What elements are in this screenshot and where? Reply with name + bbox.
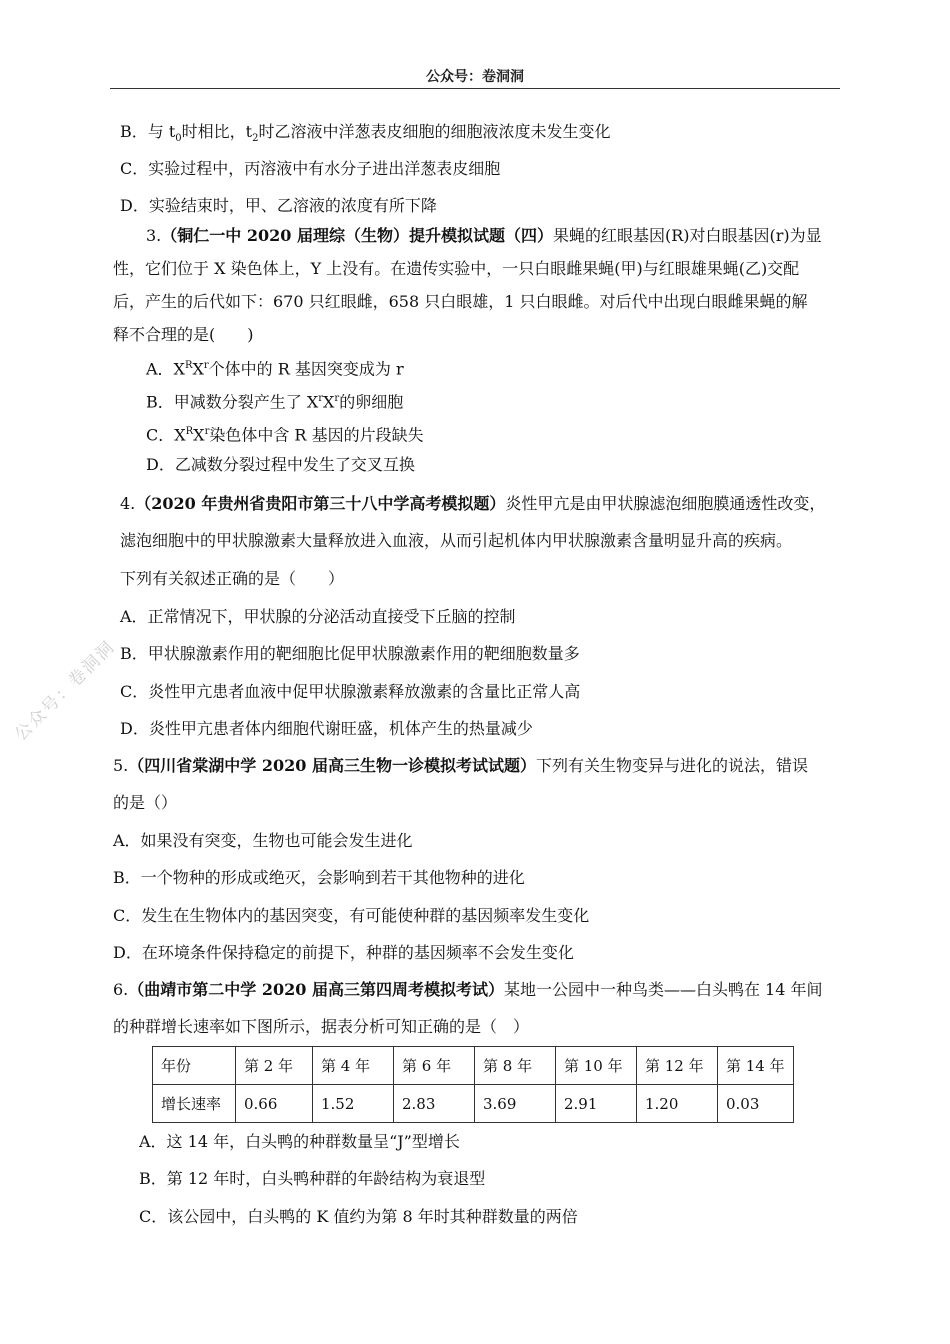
q6-stem-line2: 的种群增长速率如下图所示，据表分析可知正确的是（ ） [113,1017,530,1036]
q6-option-c: C．该公园中，白头鸭的 K 值约为第 8 年时其种群数量的两倍 [139,1207,578,1226]
q3-stem-line4: 释不合理的是( ) [113,325,254,344]
q3-stem-line3: 后，产生的后代如下：670 只红眼雌，658 只白眼雄，1 只白眼雌。对后代中出现白眼雌果蝇的解 [113,292,808,311]
q4-stem-line2: 滤泡细胞中的甲状腺激素大量释放进入血液，从而引起机体内甲状腺激素含量明显升高的疾病。 [120,531,793,550]
q2-option-d: D．实验结束时，甲、乙溶液的浓度有所下降 [120,196,437,215]
page-header: 公众号：卷洞洞 [426,69,524,85]
q2-option-c: C．实验过程中，丙溶液中有水分子进出洋葱表皮细胞 [120,159,501,178]
q3-stem-line2: 性，它们位于 X 染色体上，Y 上没有。在遗传实验中，一只白眼雌果蝇(甲)与红眼雄果蝇(乙)交配 [113,259,800,278]
q3-option-d: D．乙减数分裂过程中发生了交叉互换 [146,455,415,474]
q4-option-c: C．炎性甲亢患者血液中促甲状腺激素释放激素的含量比正常人高 [120,682,581,701]
table-cell: 2.83 [394,1085,475,1123]
q6-option-a: A．这 14 年，白头鸭的种群数量呈“J”型增长 [139,1132,460,1151]
q3-option-b: B．甲减数分裂产生了 $X^rX^r$的卵细胞 [146,392,404,412]
watermark: 公众号：卷洞洞 [11,636,120,745]
q3-option-a: A．$X^RX^r$个体中的 R 基因突变成为 r [146,359,404,379]
table-cell: 3.69 [475,1085,556,1123]
table-cell: 年份 [153,1047,236,1085]
q5-stem-line2: 的是（） [113,793,178,812]
q4-stem-line3: 下列有关叙述正确的是（ ） [120,569,345,588]
table-cell: 第 6 年 [394,1047,475,1085]
q4-option-d: D．炎性甲亢患者体内细胞代谢旺盛，机体产生的热量减少 [120,719,533,738]
q6-stem-line1: 6.（曲靖市第二中学 2020 届高三第四周考模拟考试）某地一公园中一种鸟类——白头鸭在 14 年间 [113,980,823,999]
q6-option-b: B．第 12 年时，白头鸭种群的年龄结构为衰退型 [139,1169,486,1188]
q5-stem-line1: 5.（四川省棠湖中学 2020 届高三生物一诊模拟考试试题）下列有关生物变异与进化的说法，错误 [113,756,808,775]
growth-rate-table [152,1046,794,1123]
table-row [153,1047,794,1085]
q3-option-c: C．$X^RX^r$染色体中含 R 基因的片段缺失 [146,425,424,445]
q2-option-b: B．与 $t_0$时相比，$t_2$时乙溶液中洋葱表皮细胞的细胞液浓度未发生变化 [120,122,611,145]
q4-stem-line1: 4.（2020 年贵州省贵阳市第三十八中学高考模拟题）炎性甲亢是由甲状腺滤泡细胞膜通透性改变， [120,494,826,513]
table-cell: 1.20 [637,1085,718,1123]
q4-option-a: A．正常情况下，甲状腺的分泌活动直接受下丘脑的控制 [120,607,516,626]
q5-option-a: A．如果没有突变，生物也可能会发生进化 [113,831,413,850]
table-row [153,1085,794,1123]
table-cell: 1.52 [313,1085,394,1123]
q3-stem-line1: 3.（铜仁一中 2020 届理综（生物）提升模拟试题（四）果蝇的红眼基因(R)对白眼基因(r)为显 [146,226,822,245]
table-cell: 0.03 [718,1085,794,1123]
table-cell: 第 14 年 [718,1047,794,1085]
q5-option-b: B．一个物种的形成或绝灭，会影响到若干其他物种的进化 [113,868,525,887]
table-cell: 2.91 [556,1085,637,1123]
table-cell: 第 4 年 [313,1047,394,1085]
table-cell: 第 8 年 [475,1047,556,1085]
table-cell: 第 10 年 [556,1047,637,1085]
q4-option-b: B．甲状腺激素作用的靶细胞比促甲状腺激素作用的靶细胞数量多 [120,644,580,663]
q5-option-c: C．发生在生物体内的基因突变，有可能使种群的基因频率发生变化 [113,906,590,925]
table-cell: 第 12 年 [637,1047,718,1085]
table-cell: 增长速率 [153,1085,236,1123]
header-divider [110,88,840,89]
table-cell: 0.66 [236,1085,313,1123]
table-cell: 第 2 年 [236,1047,313,1085]
q5-option-d: D．在环境条件保持稳定的前提下，种群的基因频率不会发生变化 [113,943,574,962]
